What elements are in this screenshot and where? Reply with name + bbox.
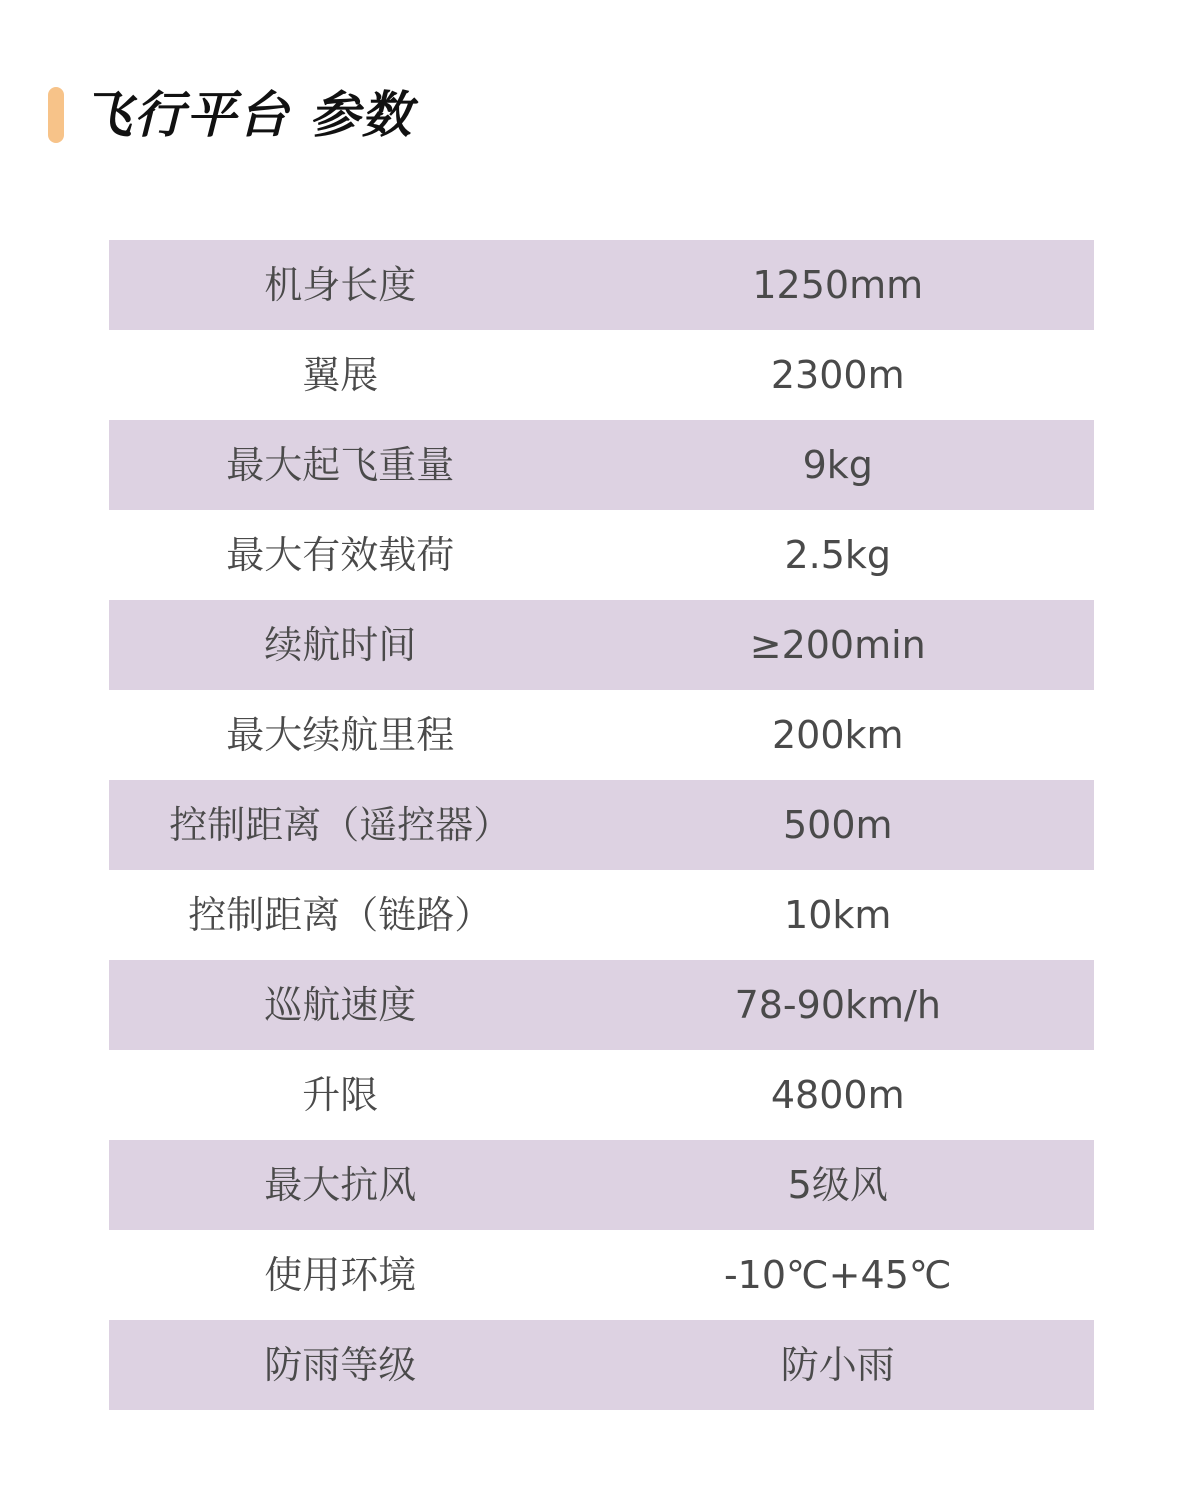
spec-label: 控制距离（链路） bbox=[188, 893, 493, 937]
spec-value: 10km bbox=[784, 893, 892, 937]
spec-value: 200km bbox=[771, 713, 904, 757]
spec-row bbox=[109, 960, 1094, 1050]
spec-value: 5级风 bbox=[787, 1163, 888, 1207]
spec-value: 78-90km/h bbox=[734, 983, 941, 1027]
spec-row bbox=[109, 780, 1094, 870]
spec-label: 翼展 bbox=[302, 353, 379, 397]
spec-row bbox=[109, 600, 1094, 690]
spec-value: ≥200min bbox=[749, 623, 926, 667]
spec-label: 防雨等级 bbox=[264, 1343, 417, 1387]
spec-row bbox=[109, 510, 1094, 600]
spec-label: 使用环境 bbox=[264, 1253, 417, 1297]
spec-value: 2.5kg bbox=[784, 533, 892, 577]
spec-value: 500m bbox=[782, 803, 893, 847]
spec-label: 最大抗风 bbox=[264, 1163, 417, 1207]
spec-row bbox=[109, 690, 1094, 780]
spec-table bbox=[109, 240, 1094, 1410]
spec-row bbox=[109, 1050, 1094, 1140]
spec-label: 巡航速度 bbox=[264, 983, 417, 1027]
spec-row bbox=[109, 870, 1094, 960]
spec-row bbox=[109, 1140, 1094, 1230]
spec-row bbox=[109, 1320, 1094, 1410]
accent-bar bbox=[48, 87, 64, 143]
spec-label: 机身长度 bbox=[264, 263, 417, 307]
spec-value: 防小雨 bbox=[780, 1343, 895, 1387]
spec-value: 9kg bbox=[802, 443, 873, 487]
spec-label: 续航时间 bbox=[264, 623, 417, 667]
spec-value: 4800m bbox=[770, 1073, 905, 1117]
spec-value: 2300m bbox=[770, 353, 905, 397]
spec-value: -10℃+45℃ bbox=[723, 1253, 952, 1297]
spec-label: 控制距离（遥控器） bbox=[169, 803, 512, 847]
spec-label: 升限 bbox=[302, 1073, 379, 1117]
spec-label: 最大续航里程 bbox=[226, 713, 455, 757]
spec-row bbox=[109, 1230, 1094, 1320]
spec-row bbox=[109, 420, 1094, 510]
section-header bbox=[48, 86, 413, 144]
spec-label: 最大有效载荷 bbox=[226, 533, 455, 577]
spec-row bbox=[109, 240, 1094, 330]
spec-row bbox=[109, 330, 1094, 420]
page-title: 飞行平台 参数 bbox=[82, 86, 414, 144]
spec-label: 最大起飞重量 bbox=[226, 443, 455, 487]
spec-value: 1250mm bbox=[752, 263, 924, 307]
